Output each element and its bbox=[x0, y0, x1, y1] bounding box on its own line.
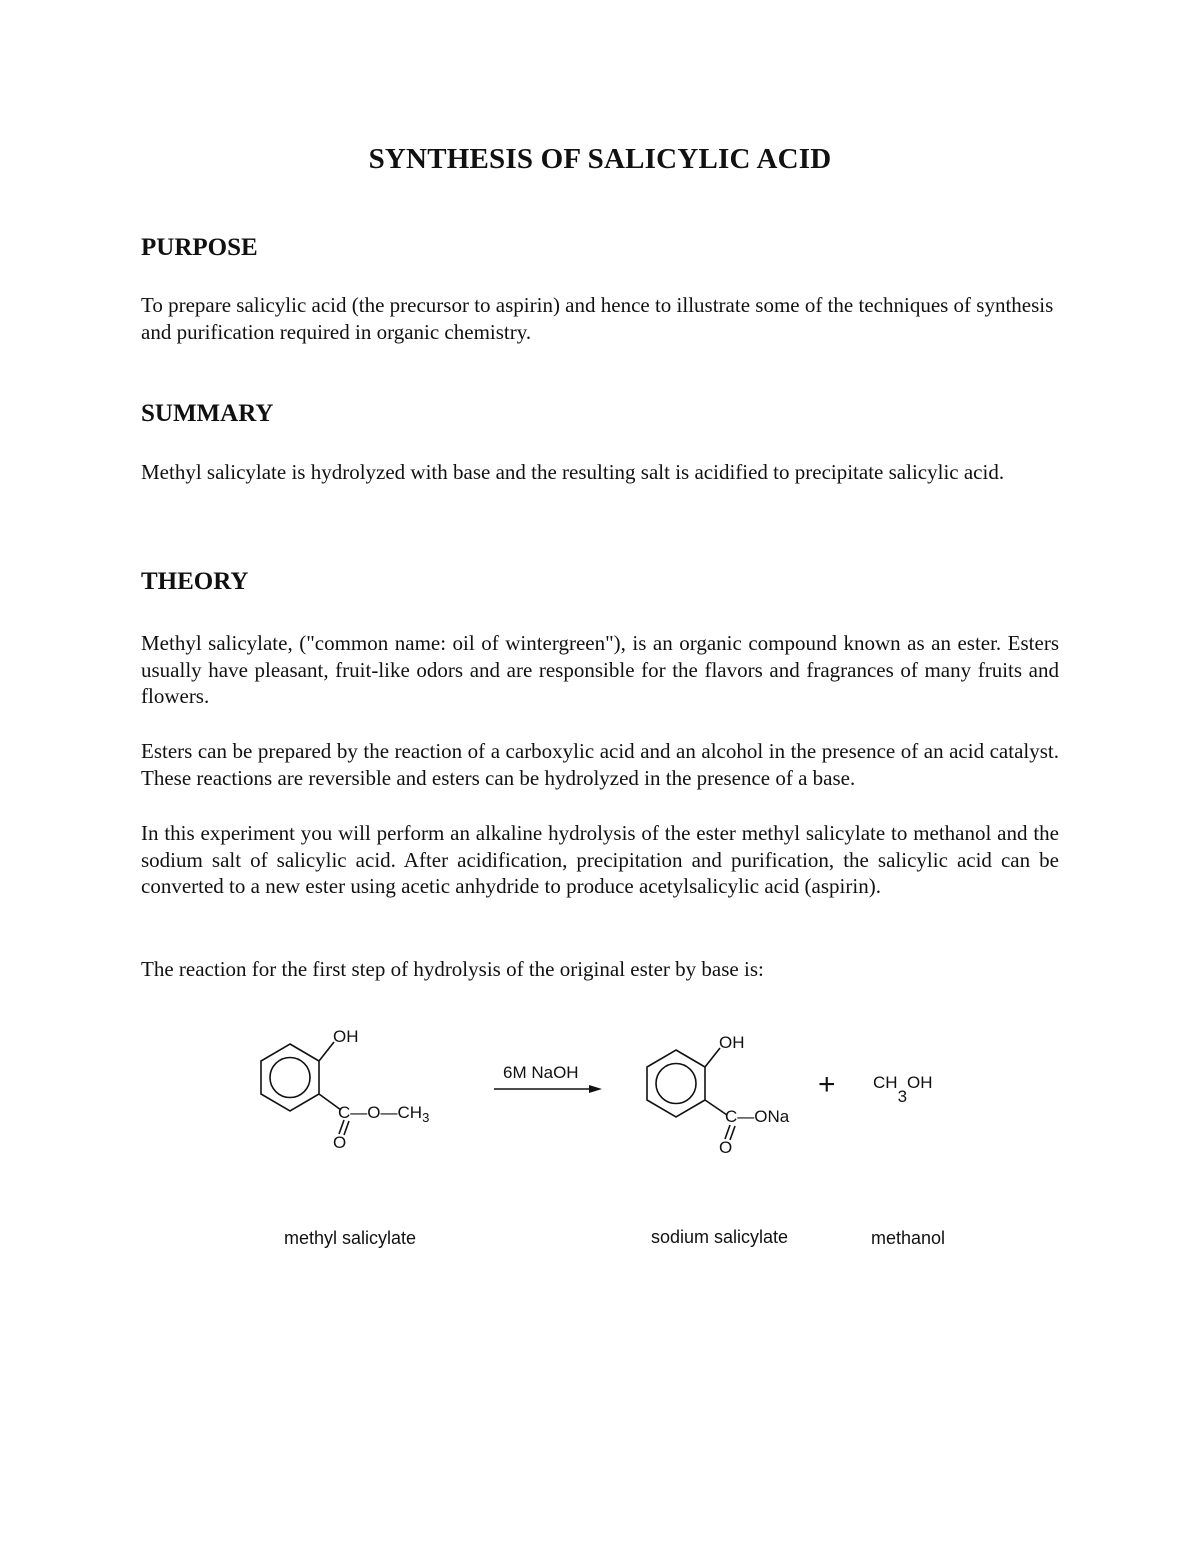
plus-sign: + bbox=[818, 1068, 836, 1101]
reactant-ester-group: $C—O—CH_3$ bbox=[338, 1103, 430, 1125]
product-carbonyl-bond-1 bbox=[725, 1125, 730, 1139]
product-carbonyl-o: O bbox=[719, 1138, 733, 1157]
product-salt-bond bbox=[705, 1100, 727, 1115]
reaction-arrow-head bbox=[589, 1085, 602, 1093]
reactant-oh-bond bbox=[319, 1042, 334, 1061]
product-salt-group: C—ONa bbox=[725, 1107, 790, 1126]
heading-purpose: PURPOSE bbox=[141, 234, 258, 261]
product-aromatic-circle bbox=[656, 1064, 696, 1104]
reactant-aromatic-circle bbox=[270, 1058, 310, 1098]
product-oh-label: OH bbox=[719, 1033, 745, 1052]
caption-methyl-salicylate: methyl salicylate bbox=[284, 1228, 417, 1248]
reactant-oh-label: OH bbox=[333, 1027, 359, 1046]
sodium-salicylate-structure bbox=[647, 1048, 735, 1140]
theory-paragraph-4: The reaction for the first step of hydrolysis of the original ester by base is: bbox=[141, 957, 764, 981]
caption-methanol: methanol bbox=[871, 1228, 946, 1248]
caption-sodium-salicylate: sodium salicylate bbox=[651, 1227, 789, 1247]
heading-theory: THEORY bbox=[141, 568, 249, 595]
reagent-label: 6M NaOH bbox=[503, 1063, 579, 1082]
methanol-formula: CH3OH bbox=[873, 1073, 933, 1106]
reaction-scheme bbox=[0, 1010, 1200, 1260]
purpose-paragraph: To prepare salicylic acid (the precursor to aspirin) and hence to illustrate some of the techniques of synthesis and purification required in organic chemistry. bbox=[141, 293, 1054, 344]
theory-paragraph-3: In this experiment you will perform an alkaline hydrolysis of the ester methyl salicylate to methanol and the sodium salt of salicylic acid. After acidification, precipitation and purification, the salicylic acid can be converted to a new ester using acetic anhydride to produce acetylsalicylic acid (aspirin). bbox=[141, 821, 1059, 898]
theory-paragraph-2: Esters can be prepared by the reaction of a carboxylic acid and an alcohol in the presence of an acid catalyst. These reactions are reversible and esters can be hydrolyzed in the presence of a base. bbox=[141, 739, 1059, 790]
summary-paragraph: Methyl salicylate is hydrolyzed with base and the resulting salt is acidified to precipitate salicylic acid. bbox=[141, 460, 1005, 484]
reaction-scheme-svg bbox=[0, 1010, 1200, 1260]
product-oh-bond bbox=[705, 1048, 720, 1067]
reactant-carbonyl-o: O bbox=[333, 1133, 347, 1152]
theory-paragraph-1: Methyl salicylate, ("common name: oil of wintergreen"), is an organic compound known as an ester. Esters usually have pleasant, fruit-like odors and are responsible for the flavors and fragrances of many fruits and flowers. bbox=[141, 631, 1059, 708]
heading-summary: SUMMARY bbox=[141, 400, 274, 427]
methyl-salicylate-structure bbox=[261, 1042, 349, 1135]
reactant-carbonyl-bond-1 bbox=[339, 1120, 344, 1134]
document-title: SYNTHESIS OF SALICYLIC ACID bbox=[368, 143, 832, 175]
